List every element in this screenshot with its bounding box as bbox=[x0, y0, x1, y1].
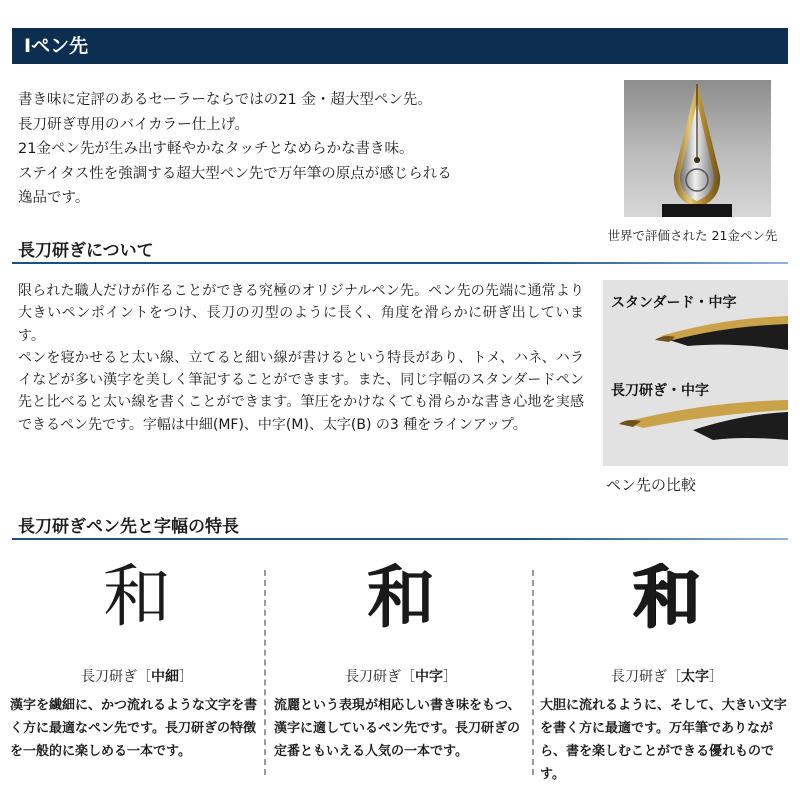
width-label bbox=[6, 666, 268, 686]
intro-line: ステイタス性を強調する超大型ペン先で万年筆の原点が感じられる bbox=[18, 165, 452, 182]
column-divider bbox=[264, 570, 266, 775]
section-banner bbox=[12, 28, 788, 64]
width-description: 大胆に流れるように、そして、大きい文字を書く方に最適です。万年筆でありながら、書を楽しむことができる優れものです。 bbox=[540, 698, 787, 782]
intro-text bbox=[18, 88, 588, 211]
section-divider bbox=[12, 538, 788, 540]
nib-photo bbox=[624, 80, 771, 217]
banner-title: Ⅰペン先 bbox=[24, 35, 89, 57]
width-label-suffix: ］ bbox=[443, 669, 457, 685]
intro-line: 書き味に定評のあるセーラーならではの21 金・超大型ペン先。 bbox=[18, 92, 432, 108]
sample-kanji: 和 bbox=[632, 558, 701, 638]
sample-kanji: 和 bbox=[366, 558, 435, 638]
width-label-suffix: ］ bbox=[179, 669, 193, 685]
sample-kanji: 和 bbox=[102, 558, 171, 637]
width-label-size: 太字 bbox=[681, 669, 709, 685]
width-label-prefix: 長刀研ぎ［ bbox=[345, 669, 415, 685]
compare-label-naginata: 長刀研ぎ・中字 bbox=[611, 383, 709, 399]
width-column-mf bbox=[6, 558, 268, 778]
width-label bbox=[536, 666, 798, 686]
width-description: 流麗という表現が相応しい書き味をもつ、漢字に適しているペン先です。長刀研ぎの定番ともいえる人気の一本です。 bbox=[274, 698, 521, 759]
intro-line: 長刀研ぎ専用のバイカラー仕上げ。 bbox=[18, 116, 249, 133]
width-label-suffix: ］ bbox=[709, 669, 723, 685]
nib-photo-caption: 世界で評価された 21金ペン先 bbox=[607, 228, 778, 243]
intro-line: 逸品です。 bbox=[18, 190, 90, 206]
description-paragraph: ペンを寝かせると太い線、立てると細い線が書けるという特長があり、トメ、ハネ、ハライなどが多い漢字を美しく筆記することができます。また、同じ字幅のスタンダードペン先と比べると太い線を書くことができます。筆圧をかけなくても滑らかな書き心地を実感できるペン先です。字幅は中細(MF)、中字(M)、太字(B) の3 種をラインアップ。 bbox=[18, 349, 584, 433]
description-paragraph: 限られた職人だけが作ることができる究極のオリジナルペン先。ペン先の先端に通常より大きいペンポイントをつけ、長刀の刃型のように長く、角度を滑らかに研ぎ出しています。 bbox=[18, 283, 584, 344]
nib-side-view-icon bbox=[603, 280, 788, 466]
fountain-pen-nib-icon bbox=[624, 80, 771, 217]
width-label-size: 中細 bbox=[151, 669, 179, 685]
section-heading-widths: 長刀研ぎペン先と字幅の特長 bbox=[18, 517, 239, 537]
intro-line: 21金ペン先が生み出す軽やかなタッチとなめらかな書き味。 bbox=[18, 141, 414, 157]
compare-caption: ペン先の比較 bbox=[606, 476, 697, 494]
width-column-b bbox=[536, 558, 798, 782]
compare-label-standard: スタンダード・中字 bbox=[611, 295, 737, 311]
width-label bbox=[270, 666, 532, 686]
column-divider bbox=[532, 570, 534, 775]
nib-comparison-photo bbox=[603, 280, 788, 466]
width-column-m bbox=[270, 558, 532, 778]
section-heading-naginata: 長刀研ぎについて bbox=[18, 241, 154, 261]
width-description: 漢字を繊細に、かつ流れるような文字を書く方に最適なペン先です。長刀研ぎの特徴を一般的に楽しめる一本です。 bbox=[10, 698, 258, 759]
width-label-prefix: 長刀研ぎ［ bbox=[611, 669, 681, 685]
width-label-prefix: 長刀研ぎ［ bbox=[81, 669, 151, 685]
naginata-description bbox=[18, 280, 584, 436]
section-divider bbox=[12, 262, 788, 264]
width-label-size: 中字 bbox=[415, 669, 443, 685]
